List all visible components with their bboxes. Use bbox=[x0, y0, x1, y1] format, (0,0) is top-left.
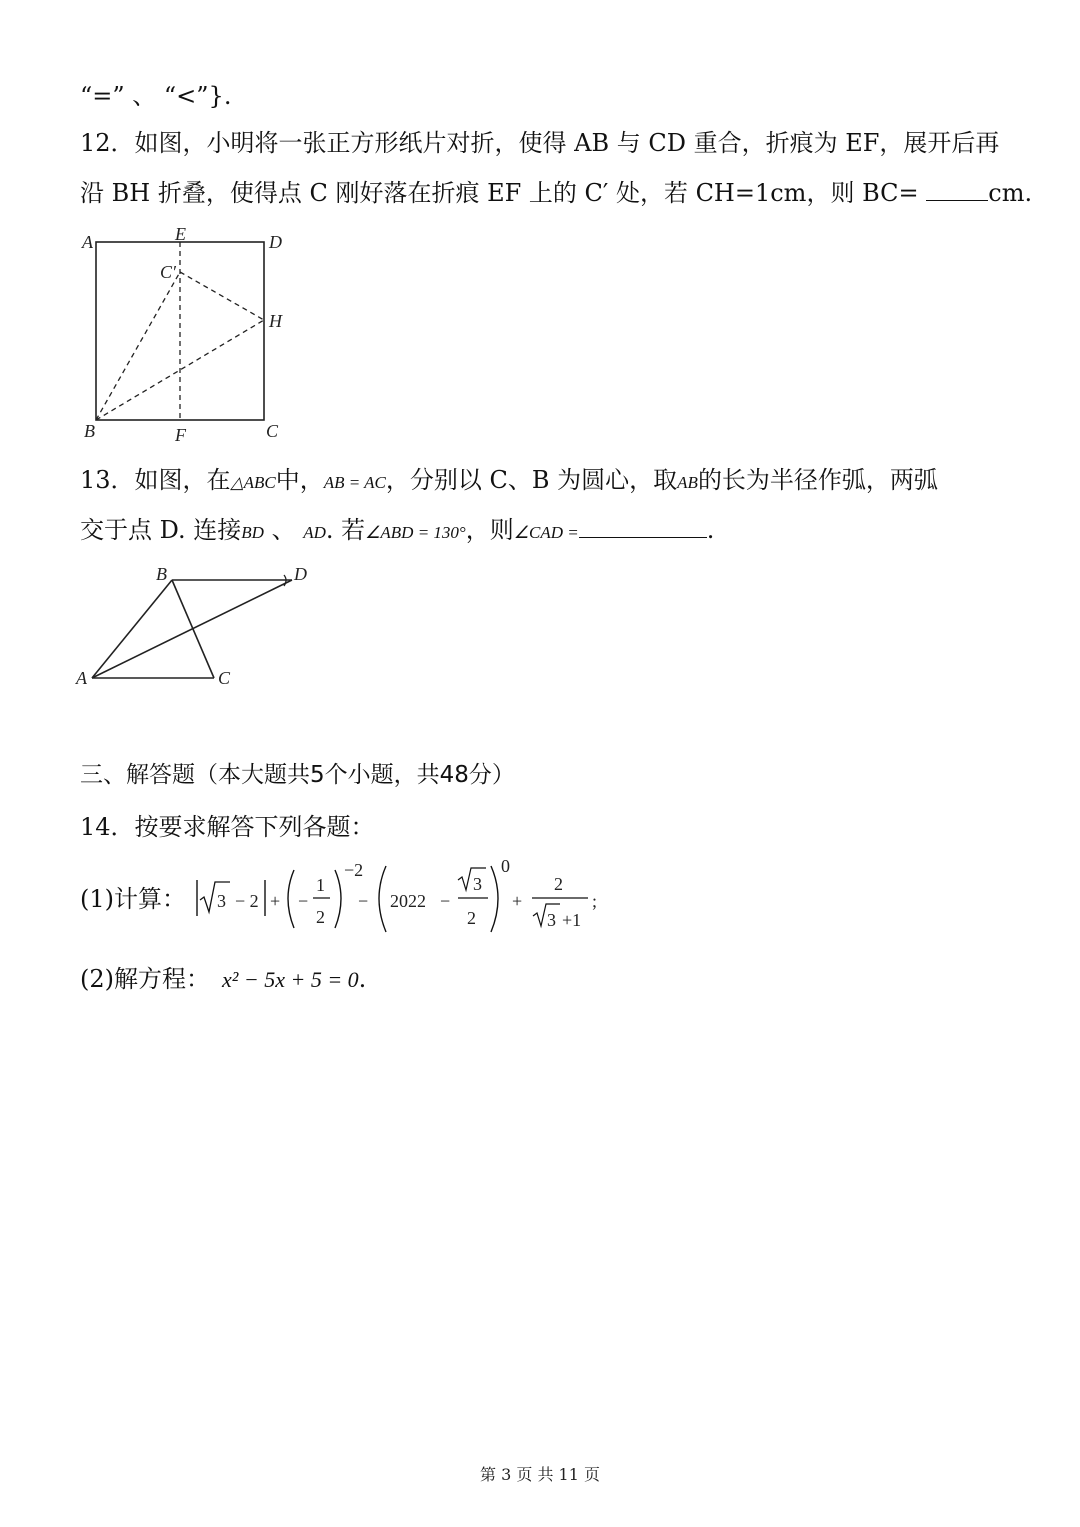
svg-text:+1: +1 bbox=[562, 910, 582, 930]
label-c: C bbox=[218, 668, 231, 688]
label-e: E bbox=[175, 224, 186, 244]
section-3-title: 三、解答题（本大题共5个小题，共48分） bbox=[80, 762, 515, 788]
q14-title: 14．按要求解答下列各题： bbox=[80, 813, 375, 841]
svg-text:3: 3 bbox=[473, 874, 482, 894]
q12-line2-text: 沿 BH 折叠，使得点 C 刚好落在折痕 EF 上的 C′ 处，若 CH=1cm，则 BC= bbox=[80, 179, 927, 207]
q13-triangle: △ABC bbox=[230, 473, 276, 492]
q13-angle-cad: ∠CAD = bbox=[513, 523, 579, 542]
segment-bc1 bbox=[96, 272, 180, 420]
q14-part2-equation: x² − 5x + 5 = 0 bbox=[222, 967, 359, 992]
q13-bd: BD bbox=[241, 523, 264, 542]
label-a: A bbox=[82, 232, 93, 252]
q12-figure bbox=[70, 222, 310, 447]
label-c-prime: C′ bbox=[160, 262, 176, 282]
q14-part1-label: (1)计算： bbox=[80, 885, 186, 913]
svg-text:0: 0 bbox=[501, 860, 510, 876]
q12-line2 bbox=[80, 181, 1032, 205]
svg-text:;: ; bbox=[592, 891, 598, 911]
segment-c1h bbox=[180, 272, 264, 320]
q13-line1 bbox=[80, 468, 938, 492]
q13-text-d: 的长为半径作弧，两弧 bbox=[697, 466, 938, 494]
q12-answer-blank[interactable] bbox=[926, 200, 988, 201]
label-b: B bbox=[84, 421, 95, 441]
q13-text-b: 中， bbox=[275, 466, 324, 494]
svg-text:3: 3 bbox=[217, 891, 226, 911]
segment-ad bbox=[92, 580, 292, 678]
svg-text:1: 1 bbox=[316, 875, 325, 895]
label-f: F bbox=[175, 425, 186, 445]
svg-text:+: + bbox=[270, 891, 281, 911]
page-footer: 第 3 页 共 11 页 bbox=[480, 1465, 600, 1484]
svg-text:2: 2 bbox=[467, 908, 476, 928]
q14-part2-label: (2)解方程： bbox=[80, 965, 210, 993]
label-d: D bbox=[269, 232, 282, 252]
q13-text-e: 交于点 D. 连接 bbox=[80, 516, 242, 544]
svg-text:2022: 2022 bbox=[390, 891, 426, 911]
q12-unit: cm. bbox=[988, 179, 1033, 207]
svg-text:3: 3 bbox=[547, 910, 556, 930]
q13-text-c: ，分别以 C、B 为圆心，取 bbox=[385, 466, 678, 494]
svg-text:−: − bbox=[298, 891, 309, 911]
label-b: B bbox=[156, 564, 167, 584]
previous-question-tail: “=” 、 “<”}. bbox=[80, 82, 232, 110]
svg-text:−2: −2 bbox=[344, 860, 364, 880]
q13-text-g: ，则 bbox=[465, 516, 514, 544]
q14-part2-end: . bbox=[358, 965, 367, 993]
q13-ab: AB bbox=[677, 473, 698, 492]
svg-text:− 2: − 2 bbox=[235, 891, 259, 911]
q13-figure bbox=[70, 558, 330, 693]
q13-line2 bbox=[80, 518, 714, 542]
svg-text:−: − bbox=[358, 891, 369, 911]
q13-end: . bbox=[706, 516, 715, 544]
q14-part2 bbox=[80, 967, 366, 991]
segment-ab bbox=[92, 580, 172, 678]
q13-ad: AD bbox=[303, 523, 326, 542]
q13-answer-blank[interactable] bbox=[579, 537, 707, 538]
q13-condition: AB = AC bbox=[323, 473, 386, 492]
label-h: H bbox=[269, 311, 282, 331]
q13-text-a: 13．如图，在 bbox=[80, 466, 231, 494]
label-c: C bbox=[266, 421, 279, 441]
svg-text:2: 2 bbox=[554, 874, 563, 894]
square-abcd bbox=[96, 242, 264, 420]
q12-line1: 12．如图，小明将一张正方形纸片对折，使得 AB 与 CD 重合，折痕为 EF，展开后再 bbox=[80, 129, 1000, 157]
svg-text:2: 2 bbox=[316, 907, 325, 927]
q13-sep: 、 bbox=[271, 516, 296, 544]
q13-angle-abd: ∠ABD = 130° bbox=[365, 523, 466, 542]
q14-part1-expression bbox=[190, 860, 620, 940]
label-d: D bbox=[294, 564, 307, 584]
svg-text:−: − bbox=[440, 891, 451, 911]
q13-text-f: . 若 bbox=[325, 516, 366, 544]
svg-text:+: + bbox=[512, 891, 523, 911]
label-a: A bbox=[76, 668, 87, 688]
